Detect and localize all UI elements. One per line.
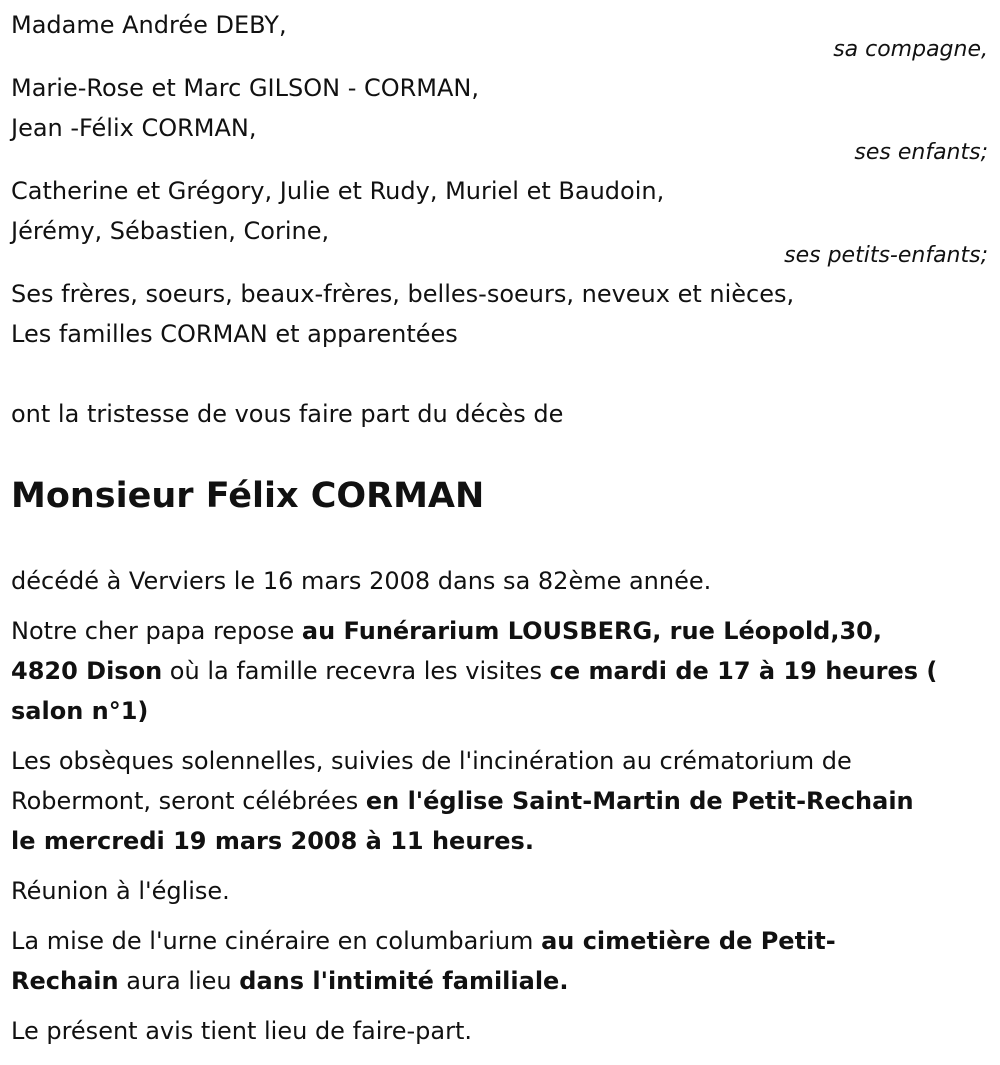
reunion-text: Réunion à l'église.: [11, 877, 230, 905]
cemetery-location: au cimetière de Petit-: [541, 927, 836, 955]
funerarium-address: au Funérarium LOUSBERG, rue Léopold,30,: [301, 617, 882, 645]
visits-time: ce mardi de 17 à 19 heures (: [549, 657, 938, 685]
funeral-line-3: [11, 826, 534, 856]
repose-line-2: [11, 656, 937, 686]
children-line-1: Marie-Rose et Marc GILSON - CORMAN,: [11, 74, 480, 102]
repose-line-1: [11, 616, 882, 646]
death-details: décédé à Verviers le 16 mars 2008 dans sa 82ème année.: [11, 567, 712, 595]
funerarium-city: 4820 Dison: [11, 657, 163, 685]
funeral-text: Robermont, seront célébrées: [11, 787, 366, 815]
relatives-line-2: Les familles CORMAN et apparentées: [11, 320, 458, 348]
urn-text-2: aura lieu: [118, 967, 240, 995]
companion-name: Madame Andrée DEBY,: [11, 11, 287, 39]
cemetery-location-end: Rechain: [11, 967, 119, 995]
funeral-line-1: Les obsèques solennelles, suivies de l'incinération au crématorium de: [11, 747, 852, 775]
repose-text: Notre cher papa repose: [11, 617, 302, 645]
companion-role: sa compagne,: [833, 37, 988, 62]
grandchildren-line-1: Catherine et Grégory, Julie et Rudy, Muriel et Baudoin,: [11, 177, 665, 205]
children-role: ses enfants;: [854, 140, 988, 165]
announcement-text: ont la tristesse de vous faire part du décès de: [11, 400, 564, 428]
church-location: en l'église Saint-Martin de Petit-Rechain: [365, 787, 914, 815]
urn-text: La mise de l'urne cinéraire en columbarium: [11, 927, 542, 955]
visits-text: où la famille recevra les visites: [162, 657, 550, 685]
children-line-2: Jean -Félix CORMAN,: [11, 114, 257, 142]
funeral-line-2: [11, 786, 914, 816]
funeral-date-time: le mercredi 19 mars 2008 à 11 heures.: [11, 827, 534, 855]
relatives-line-1: Ses frères, soeurs, beaux-frères, belles-soeurs, neveux et nièces,: [11, 280, 795, 308]
private-ceremony: dans l'intimité familiale.: [239, 967, 569, 995]
deceased-name: Monsieur Félix CORMAN: [11, 476, 485, 516]
urn-line-2: [11, 966, 568, 996]
urn-line-1: [11, 926, 836, 956]
grandchildren-line-2: Jérémy, Sébastien, Corine,: [11, 217, 330, 245]
salon-number: salon n°1): [11, 697, 149, 725]
closing-note: Le présent avis tient lieu de faire-part.: [11, 1017, 473, 1045]
grandchildren-role: ses petits-enfants;: [784, 243, 988, 268]
repose-line-3: [11, 696, 148, 726]
